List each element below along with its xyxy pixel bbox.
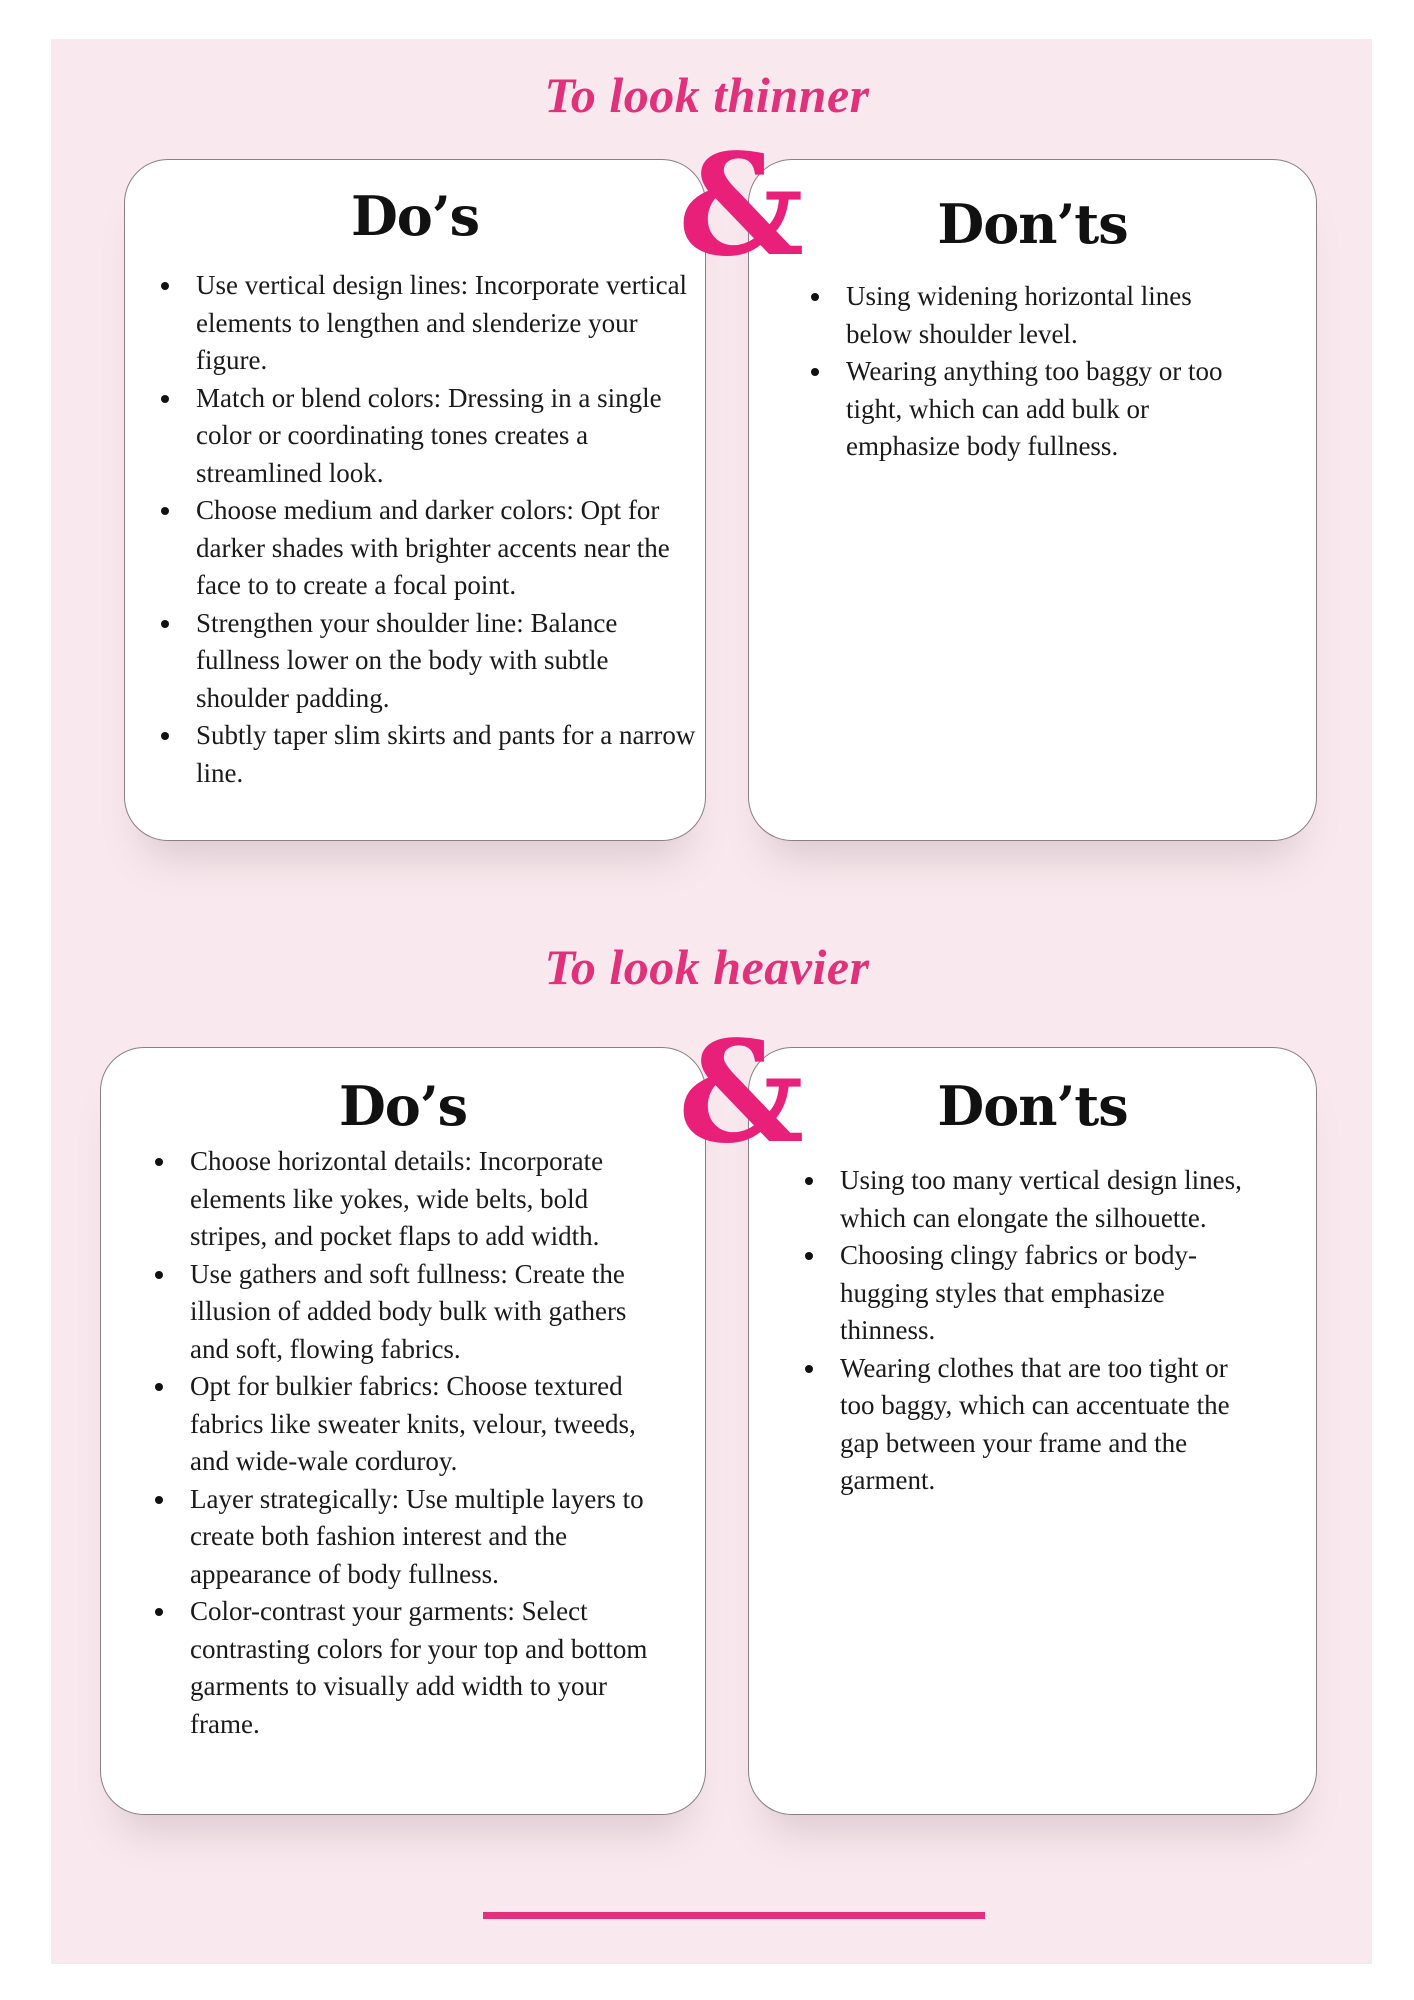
section-title-heavier: To look heavier xyxy=(544,939,870,995)
heavier-dos-card xyxy=(100,1047,706,1815)
list-item: Choose horizontal details: Incorporate elements like yokes, wide belts, bold stripes, and pocket flaps to add width. xyxy=(155,1143,665,1256)
list-item: Using too many vertical design lines, which can elongate the silhouette. xyxy=(805,1162,1250,1237)
thinner-dos-heading: Do’s xyxy=(350,184,480,248)
list-item: Choosing clingy fabrics or body-hugging styles that emphasize thinness. xyxy=(805,1237,1250,1350)
thinner-donts-heading: Don’ts xyxy=(937,192,1128,256)
list-item: Wearing anything too baggy or too tight, which can add bulk or emphasize body fullness. xyxy=(811,353,1231,466)
heavier-donts-list xyxy=(805,1162,1250,1500)
list-item: Use gathers and soft fullness: Create the illusion of added body bulk with gathers and soft, flowing fabrics. xyxy=(155,1256,665,1369)
heavier-donts-card xyxy=(748,1047,1317,1815)
bottom-divider xyxy=(483,1912,985,1919)
list-item: Use vertical design lines: Incorporate vertical elements to lengthen and slenderize your figure. xyxy=(161,267,701,380)
section-title-thinner: To look thinner xyxy=(544,67,870,123)
thinner-donts-card xyxy=(748,159,1317,841)
list-item: Strengthen your shoulder line: Balance fullness lower on the body with subtle shoulder padding. xyxy=(161,605,701,718)
heavier-dos-heading: Do’s xyxy=(338,1074,468,1138)
list-item: Choose medium and darker colors: Opt for darker shades with brighter accents near the face to to create a focal point. xyxy=(161,492,701,605)
list-item: Layer strategically: Use multiple layers to create both fashion interest and the appearance of body fullness. xyxy=(155,1481,665,1594)
list-item: Using widening horizontal lines below shoulder level. xyxy=(811,278,1231,353)
ampersand-icon: & xyxy=(678,124,805,288)
list-item: Subtly taper slim skirts and pants for a narrow line. xyxy=(161,717,701,792)
heavier-dos-list xyxy=(155,1143,665,1743)
heavier-donts-heading: Don’ts xyxy=(937,1074,1128,1138)
thinner-dos-list xyxy=(161,267,701,792)
list-item: Color-contrast your garments: Select contrasting colors for your top and bottom garments to visually add width to your frame. xyxy=(155,1593,665,1743)
list-item: Wearing clothes that are too tight or too baggy, which can accentuate the gap between your frame and the garment. xyxy=(805,1350,1250,1500)
thinner-dos-card xyxy=(124,159,706,841)
thinner-donts-list xyxy=(811,278,1231,466)
ampersand-icon: & xyxy=(678,1011,805,1175)
list-item: Opt for bulkier fabrics: Choose textured fabrics like sweater knits, velour, tweeds, and wide-wale corduroy. xyxy=(155,1368,665,1481)
list-item: Match or blend colors: Dressing in a single color or coordinating tones creates a streamlined look. xyxy=(161,380,701,493)
